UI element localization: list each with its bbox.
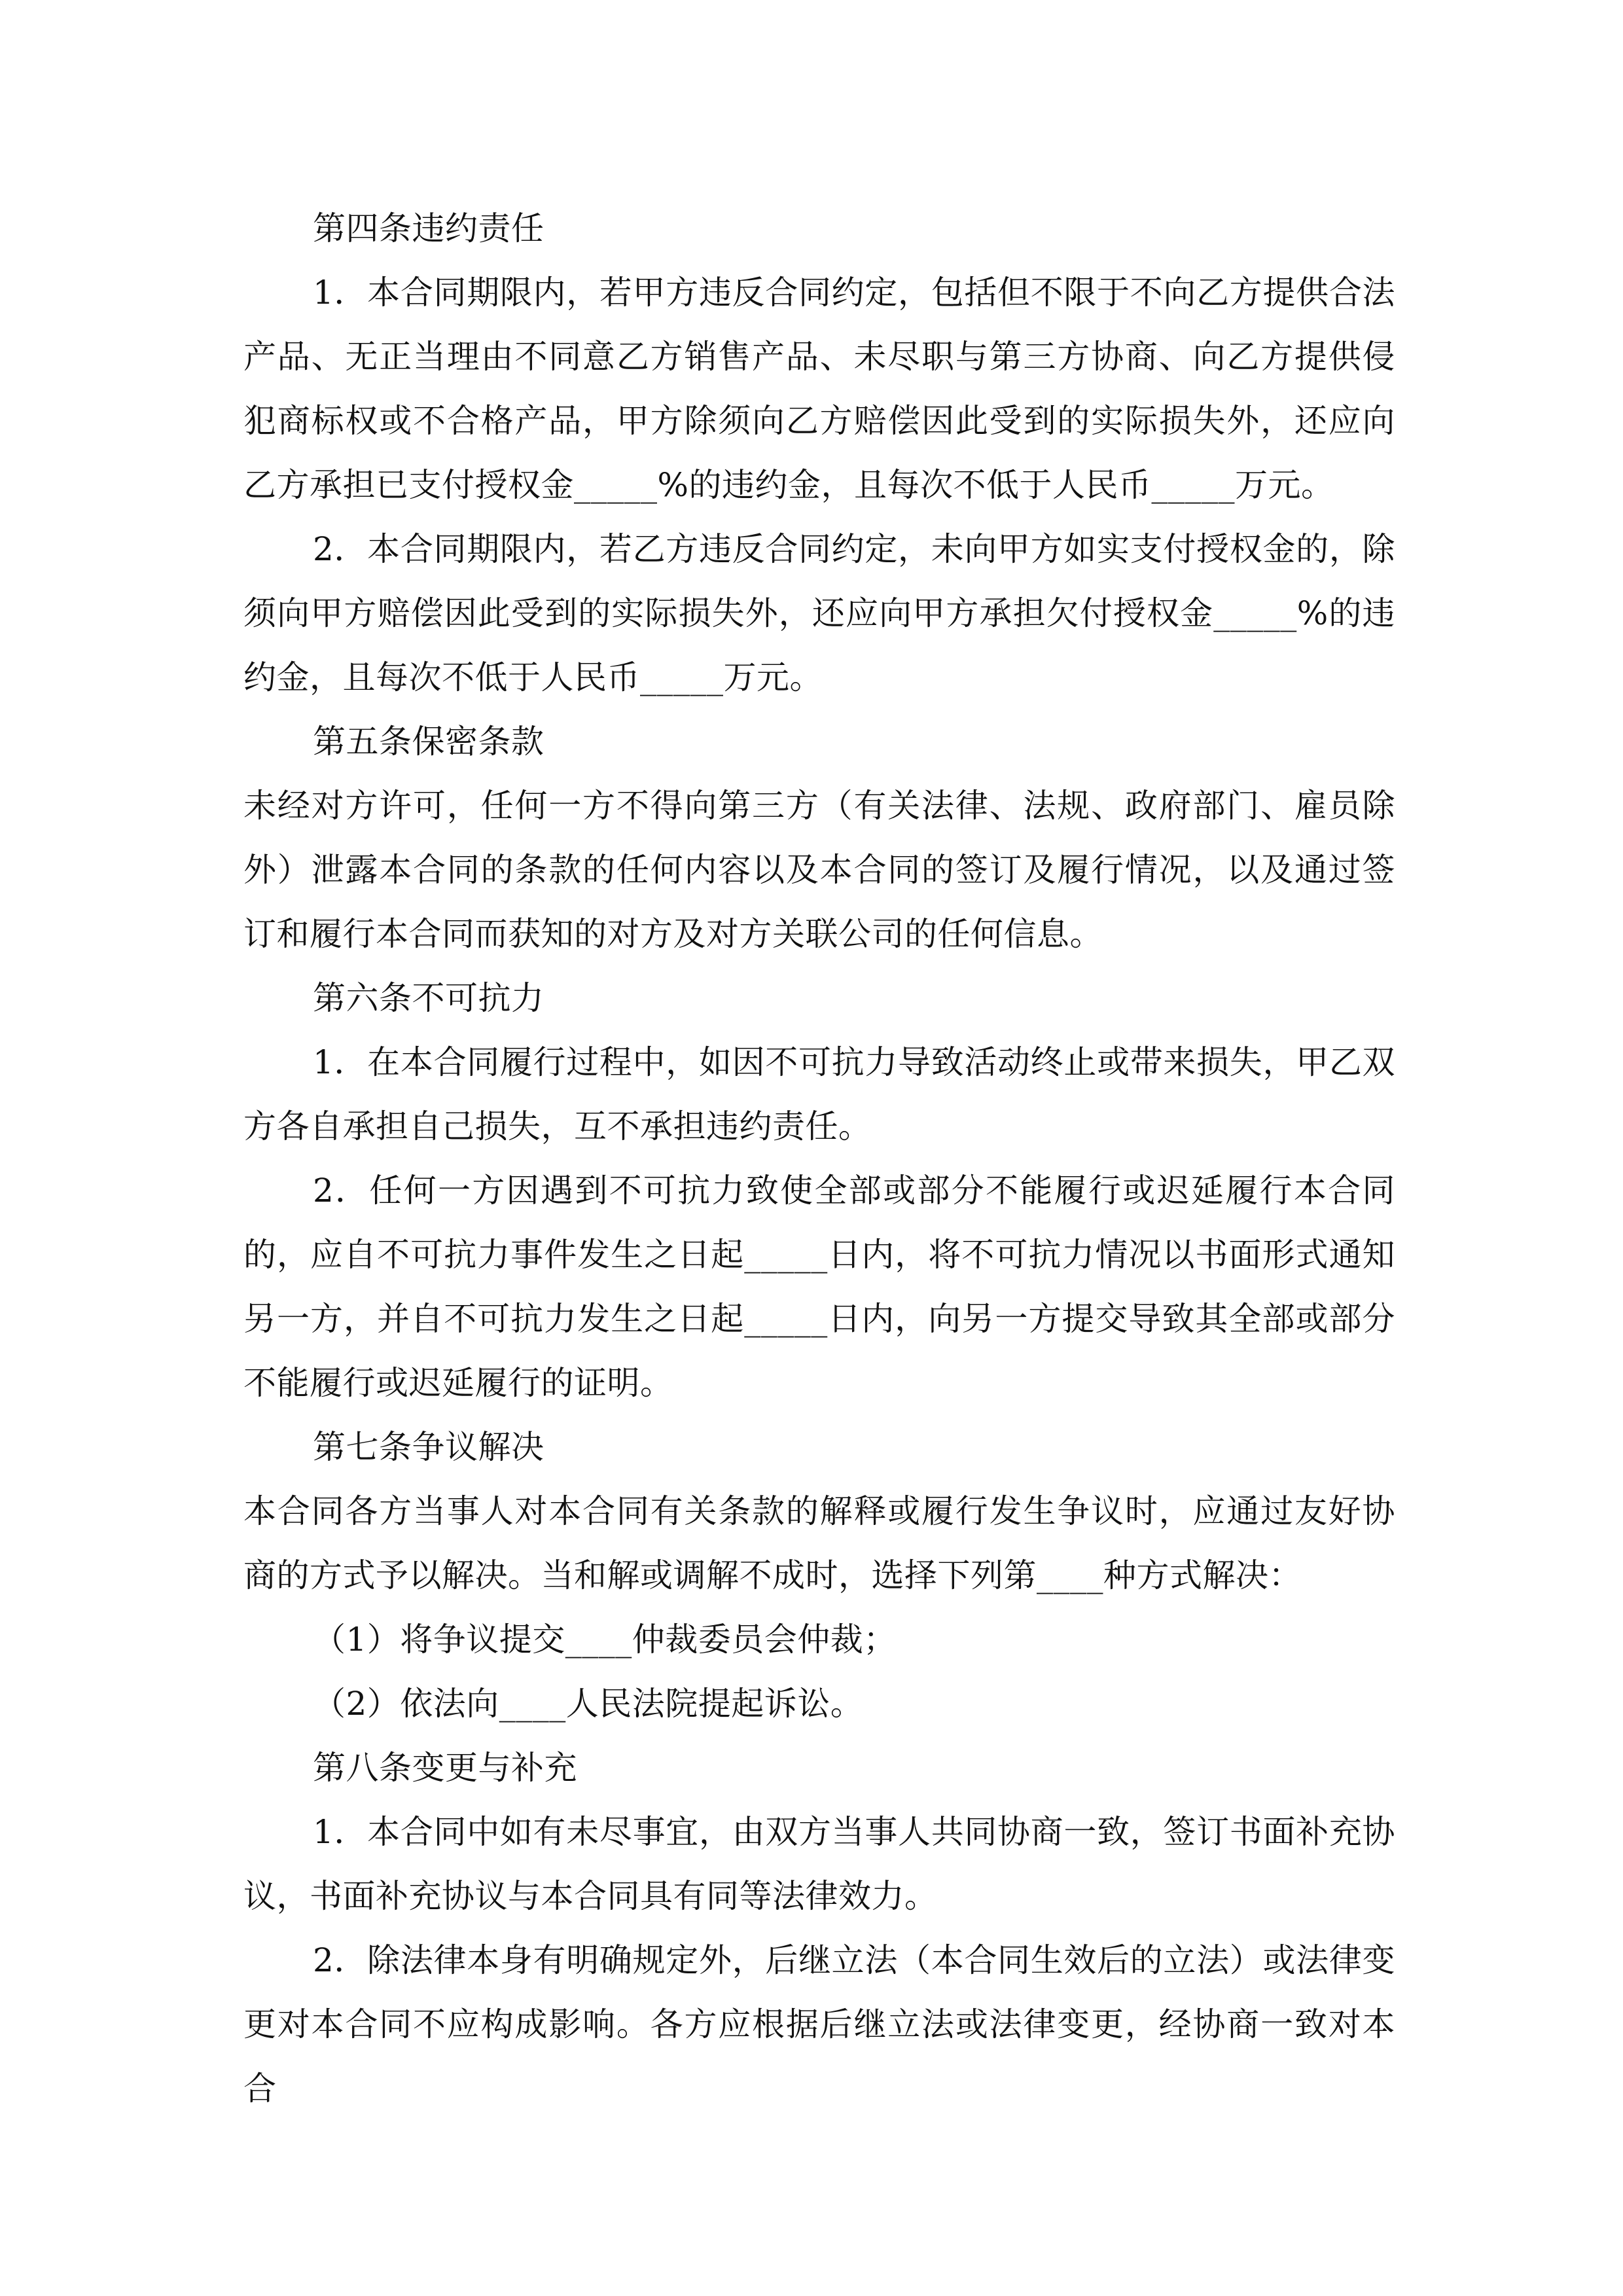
paragraph: 2．除法律本身有明确规定外，后继立法（本合同生效后的立法）或法律变更对本合同不应构成影响。各方应根据后继立法或法律变更，经协商一致对本合 [243, 1941, 1395, 2108]
paragraph: 本合同各方当事人对本合同有关条款的解释或履行发生争议时，应通过友好协商的方式予以解决。当和解或调解不成时，选择下列第____种方式解决： [243, 1492, 1395, 1594]
section-heading-7: 第七条争议解决 [313, 1428, 544, 1466]
list-item: （2）依法向____人民法院提起诉讼。 [313, 1685, 864, 1723]
section-heading-5: 第五条保密条款 [313, 723, 544, 761]
paragraph: 未经对方许可，任何一方不得向第三方（有关法律、法规、政府部门、雇员除外）泄露本合同的条款的任何内容以及本合同的签订及履行情况，以及通过签订和履行本合同而获知的对方及对方关联公司的任何信息。 [243, 787, 1395, 953]
paragraph: 1．本合同期限内，若甲方违反合同约定，包括但不限于不向乙方提供合法产品、无正当理由不同意乙方销售产品、未尽职与第三方协商、向乙方提供侵犯商标权或不合格产品，甲方除须向乙方赔偿因此受到的实际损失外，还应向乙方承担已支付授权金_____%的违约金，且每次不低于人民币_____万元。 [243, 274, 1395, 504]
document-body [243, 196, 1395, 2121]
paragraph: 2．任何一方因遇到不可抗力致使全部或部分不能履行或迟延履行本合同的，应自不可抗力事件发生之日起_____日内，将不可抗力情况以书面形式通知另一方，并自不可抗力发生之日起_____日内，向另一方提交导致其全部或部分不能履行或迟延履行的证明。 [243, 1172, 1395, 1402]
paragraph: 1．在本合同履行过程中，如因不可抗力导致活动终止或带来损失，甲乙双方各自承担自己损失，互不承担违约责任。 [243, 1043, 1395, 1145]
section-heading-4: 第四条违约责任 [313, 209, 544, 247]
list-item: （1）将争议提交____仲裁委员会仲裁； [313, 1621, 897, 1659]
paragraph: 1．本合同中如有未尽事宜，由双方当事人共同协商一致，签订书面补充协议，书面补充协议与本合同具有同等法律效力。 [243, 1813, 1395, 1915]
section-heading-8: 第八条变更与补充 [313, 1749, 577, 1787]
paragraph: 2．本合同期限内，若乙方违反合同约定，未向甲方如实支付授权金的，除须向甲方赔偿因此受到的实际损失外，还应向甲方承担欠付授权金_____%的违约金，且每次不低于人民币_____万元。 [243, 530, 1395, 696]
section-heading-6: 第六条不可抗力 [313, 979, 544, 1017]
